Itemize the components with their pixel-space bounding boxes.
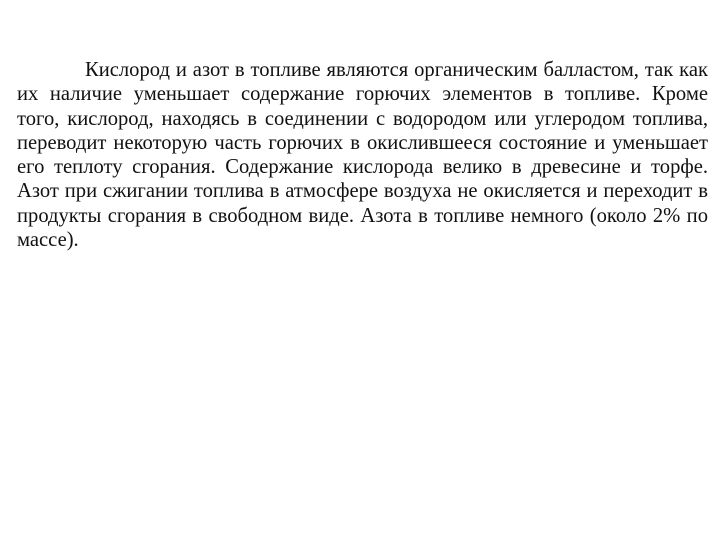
paragraph-line: их наличие уменьшает содержание горючих элементов в топливе. Кроме — [17, 83, 708, 106]
paragraph-line: переводит некоторую часть горючих в окислившееся состояние и уменьшает — [17, 131, 708, 154]
paragraph-line: того, кислород, находясь в соединении с водородом или углеродом топлива, — [17, 107, 708, 130]
body-paragraph — [17, 58, 708, 252]
paragraph-line: продукты сгорания в свободном виде. Азота в топливе немного (около 2% по — [17, 204, 708, 227]
paragraph-line: Азот при сжигании топлива в атмосфере воздуха не окисляется и переходит в — [17, 180, 708, 203]
paragraph-line: Кислород и азот в топливе являются органическим балластом, так как — [85, 59, 708, 81]
paragraph-line: его теплоту сгорания. Содержание кислорода велико в древесине и торфе. — [17, 156, 708, 179]
paragraph-line: массе). — [17, 229, 79, 252]
